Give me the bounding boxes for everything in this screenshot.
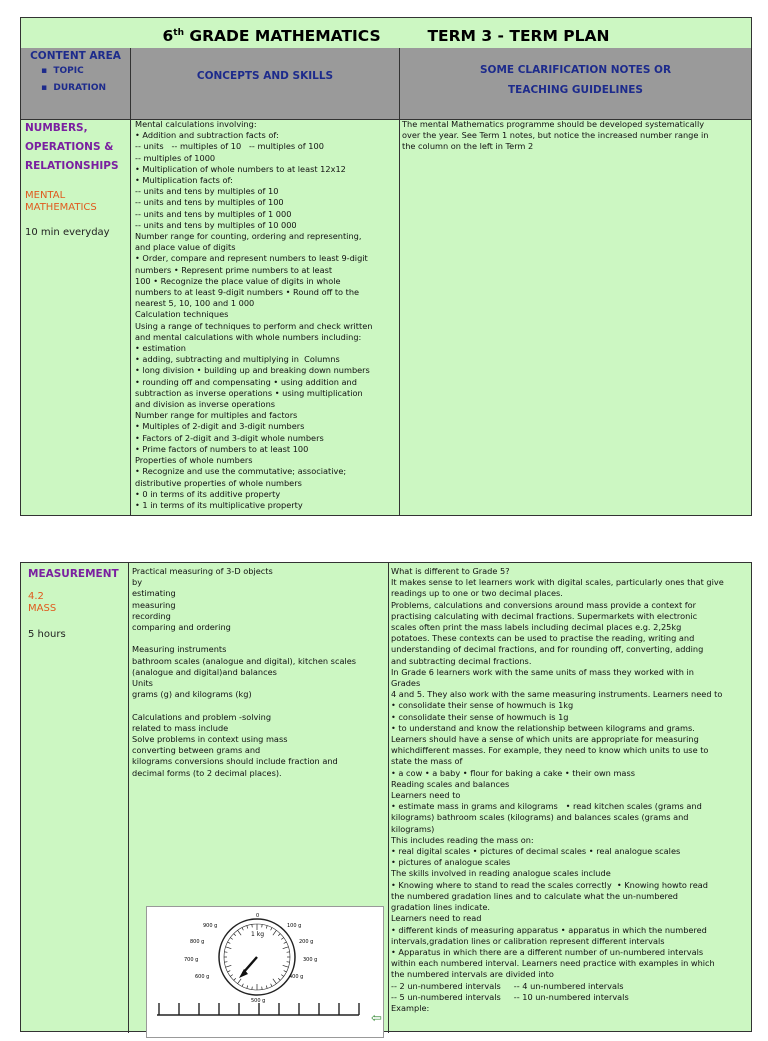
text-line: scales often print the mass labels including decimal places e.g. 2,25kg (391, 622, 751, 633)
text-line: The mental Mathematics programme should be developed systematically (402, 119, 751, 130)
text-line: • 0 in terms of its additive property (135, 489, 399, 500)
text-line: understanding of decimal fractions, and for rounding off, converting, adding (391, 644, 751, 655)
text-line: • rounding off and compensating • using addition and (135, 377, 399, 388)
label-100: 100 g (287, 923, 301, 929)
text-line: • a cow • a baby • flour for baking a cake • their own mass (391, 768, 751, 779)
term-plan-table-1 (20, 17, 752, 516)
text-line: -- units and tens by multiples of 100 (135, 197, 399, 208)
notes-cell (400, 119, 751, 515)
text-line: • Order, compare and represent numbers to least 9-digit (135, 253, 399, 264)
arrow-icon: ⇦ (371, 1012, 382, 1025)
text-line: • estimation (135, 343, 399, 354)
text-line: Solve problems in context using mass (132, 734, 388, 745)
text-line: • consolidate their sense of howmuch is 1g (391, 712, 751, 723)
text-line: bathroom scales (analogue and digital), kitchen scales (132, 656, 388, 667)
text-line: whichdifferent masses. For example, they need to know which units to use to (391, 745, 751, 756)
text-line (132, 700, 388, 711)
header-notes: SOME CLARIFICATION NOTES OR TEACHING GUIDELINES (400, 48, 751, 119)
text-line: within each numbered interval. Learners need practice with examples in which (391, 958, 751, 969)
label-800: 800 g (190, 939, 204, 945)
text-line: -- units and tens by multiples of 10 000 (135, 220, 399, 231)
text-line: gradation lines indicate. (391, 902, 751, 913)
text-line: Example: (391, 1003, 751, 1014)
text-line: Properties of whole numbers (135, 455, 399, 466)
text-line: estimating (132, 588, 388, 599)
text-line: state the mass of (391, 756, 751, 767)
text-line: nearest 5, 10, 100 and 1 000 (135, 298, 399, 309)
text-line: • Multiples of 2-digit and 3-digit numbers (135, 421, 399, 432)
text-line: and division as inverse operations (135, 399, 399, 410)
text-line: • real digital scales • pictures of decimal scales • real analogue scales (391, 846, 751, 857)
text-line: Practical measuring of 3-D objects (132, 566, 388, 577)
header-topic-bullet: ▪ TOPIC (41, 63, 130, 80)
text-line: Number range for multiples and factors (135, 410, 399, 421)
label-0: 0 (256, 913, 259, 919)
text-line: -- units -- multiples of 10 -- multiples of 100 (135, 141, 399, 152)
text-line: decimal forms (to 2 decimal places). (132, 768, 388, 779)
text-line: • pictures of analogue scales (391, 857, 751, 868)
label-200: 200 g (299, 939, 313, 945)
text-line: -- multiples of 1000 (135, 153, 399, 164)
text-line: • Multiplication facts of: (135, 175, 399, 186)
text-line: over the year. See Term 1 notes, but notice the increased number range in (402, 130, 751, 141)
dial-1kg-label: 1 kg (251, 931, 264, 938)
text-line: and subtracting decimal fractions. (391, 656, 751, 667)
label-500: 500 g (251, 998, 265, 1004)
subtopic-label: 4.2 MASS (28, 591, 128, 615)
text-line: Calculations and problem -solving (132, 712, 388, 723)
text-line: Calculation techniques (135, 309, 399, 320)
text-line: Mental calculations involving: (135, 119, 399, 130)
concepts-cell (131, 119, 400, 515)
text-line: • consolidate their sense of howmuch is 1kg (391, 700, 751, 711)
text-line: • Factors of 2-digit and 3-digit whole numbers (135, 433, 399, 444)
text-line: comparing and ordering (132, 622, 388, 633)
text-line: potatoes. These contexts can be used to practise the reading, writing and (391, 633, 751, 644)
text-line: -- 2 un-numbered intervals -- 4 un-numbered intervals (391, 981, 751, 992)
text-line: • Multiplication of whole numbers to at least 12x12 (135, 164, 399, 175)
text-line: Units (132, 678, 388, 689)
text-line: (analogue and digital)and balances (132, 667, 388, 678)
scale-drawing (147, 907, 383, 1037)
duration-label: 10 min everyday (25, 227, 130, 238)
text-line: • Prime factors of numbers to at least 100 (135, 444, 399, 455)
text-line: grams (g) and kilograms (kg) (132, 689, 388, 700)
text-line: • long division • building up and breaking down numbers (135, 365, 399, 376)
text-line: Learners need to read (391, 913, 751, 924)
text-line: intervals,gradation lines or calibration represent different intervals (391, 936, 751, 947)
text-line: This includes reading the mass on: (391, 835, 751, 846)
text-line: by (132, 577, 388, 588)
header-content-area: CONTENT AREA ▪ TOPIC ▪ DURATION (21, 48, 131, 119)
text-line: recording (132, 611, 388, 622)
text-line: • to understand and know the relationship between kilograms and grams. (391, 723, 751, 734)
kitchen-scale-illustration (146, 906, 384, 1038)
notes-cell (389, 563, 751, 1033)
text-line: Grades (391, 678, 751, 689)
content-area-cell (21, 119, 131, 515)
header-concepts: CONCEPTS AND SKILLS (131, 48, 400, 119)
text-line: What is different to Grade 5? (391, 566, 751, 577)
text-line: • Apparatus in which there are a different number of un-numbered intervals (391, 947, 751, 958)
text-line: converting between grams and (132, 745, 388, 756)
label-400: 400 g (289, 974, 303, 980)
text-line: 100 • Recognize the place value of digits in whole (135, 276, 399, 287)
text-line: • estimate mass in grams and kilograms • read kitchen scales (grams and (391, 801, 751, 812)
text-line: -- units and tens by multiples of 10 (135, 186, 399, 197)
text-line: Learners should have a sense of which units are appropriate for measuring (391, 734, 751, 745)
text-line: The skills involved in reading analogue scales include (391, 868, 751, 879)
text-line: related to mass include (132, 723, 388, 734)
text-line: In Grade 6 learners work with the same units of mass they worked with in (391, 667, 751, 678)
text-line: and mental calculations with whole numbers including: (135, 332, 399, 343)
text-line: Problems, calculations and conversions around mass provide a context for (391, 600, 751, 611)
header-duration-bullet: ▪ DURATION (41, 80, 130, 97)
label-900: 900 g (203, 923, 217, 929)
text-line: Measuring instruments (132, 644, 388, 655)
label-700: 700 g (184, 957, 198, 963)
label-300: 300 g (303, 957, 317, 963)
text-line: the column on the left in Term 2 (402, 141, 751, 152)
text-line: numbers to at least 9-digit numbers • Round off to the (135, 287, 399, 298)
text-line: -- units and tens by multiples of 1 000 (135, 209, 399, 220)
text-line: -- 5 un-numbered intervals -- 10 un-numbered intervals (391, 992, 751, 1003)
page-title: 6th GRADE MATHEMATICS TERM 3 - TERM PLAN (21, 18, 751, 49)
text-line: 4 and 5. They also work with the same measuring instruments. Learners need to (391, 689, 751, 700)
duration-label: 5 hours (28, 629, 128, 640)
text-line: • Addition and subtraction facts of: (135, 130, 399, 141)
text-line: • adding, subtracting and multiplying in Columns (135, 354, 399, 365)
text-line: kilograms conversions should include fraction and (132, 756, 388, 767)
subtopic-label: MENTAL MATHEMATICS (25, 190, 130, 214)
text-line: and place value of digits (135, 242, 399, 253)
text-line: numbers • Represent prime numbers to at least (135, 265, 399, 276)
text-line: distributive properties of whole numbers (135, 478, 399, 489)
content-area-cell (21, 563, 129, 1033)
text-line: Number range for counting, ordering and representing, (135, 231, 399, 242)
label-600: 600 g (195, 974, 209, 980)
text-line: kilograms) bathroom scales (kilograms) and balances scales (grams and (391, 812, 751, 823)
text-line (132, 633, 388, 644)
text-line: practising calculating with decimal fractions. Supermarkets with electronic (391, 611, 751, 622)
text-line: Reading scales and balances (391, 779, 751, 790)
text-line: kilograms) (391, 824, 751, 835)
text-line: subtraction as inverse operations • using multiplication (135, 388, 399, 399)
text-line: • different kinds of measuring apparatus • apparatus in which the numbered (391, 925, 751, 936)
text-line: Using a range of techniques to perform and check written (135, 321, 399, 332)
text-line: • Recognize and use the commutative; associative; (135, 466, 399, 477)
text-line: Learners need to (391, 790, 751, 801)
text-line: readings up to one or two decimal places. (391, 588, 751, 599)
topic-label: NUMBERS, OPERATIONS & RELATIONSHIPS (25, 119, 130, 176)
text-line: the numbered gradation lines and to calculate what the un-numbered (391, 891, 751, 902)
text-line: It makes sense to let learners work with digital scales, particularly ones that give (391, 577, 751, 588)
term-plan-table-2 (20, 562, 752, 1032)
text-line: • Knowing where to stand to read the scales correctly • Knowing howto read (391, 880, 751, 891)
text-line: measuring (132, 600, 388, 611)
text-line: the numbered intervals are divided into (391, 969, 751, 980)
topic-label: MEASUREMENT (28, 567, 128, 581)
text-line: • 1 in terms of its multiplicative property (135, 500, 399, 511)
